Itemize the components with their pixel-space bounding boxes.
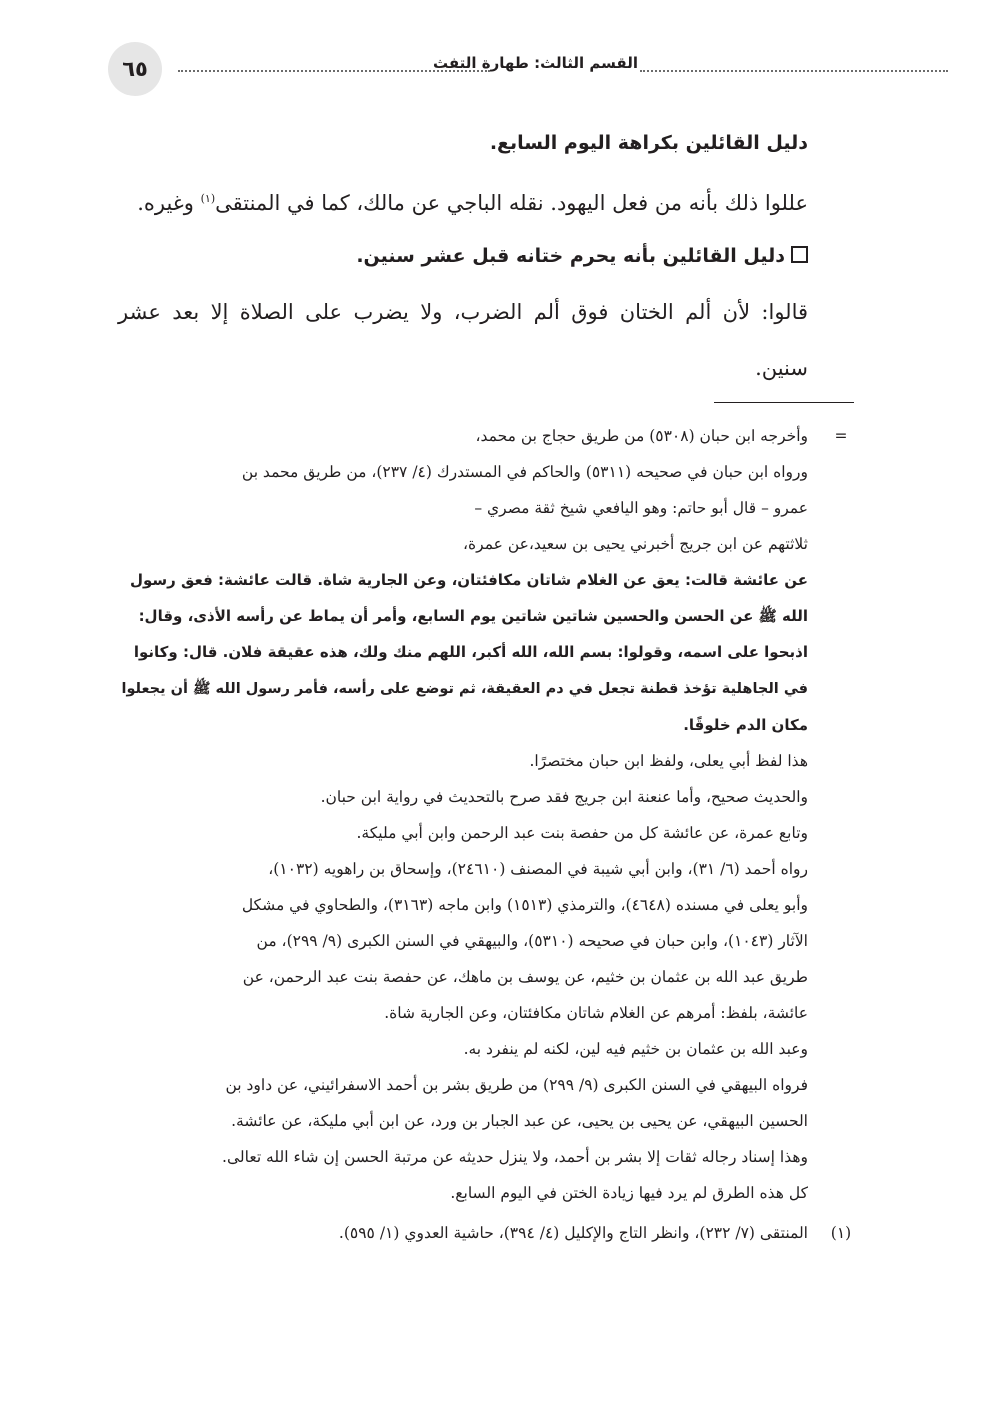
running-title: القسم الثالث: طهارة التفث <box>432 54 638 72</box>
footnote-line: وأبو يعلى في مسنده (٤٦٤٨)، والترمذي (١٥١٣) وابن ماجه (٣١٦٣)، والطحاوي في مشكل <box>241 895 808 914</box>
hadith-line: اذبحوا على اسمه، وقولوا: بسم الله، الله أكبر، اللهم منك ولك، هذه عقيقة فلان. قال: وكانوا <box>133 643 808 662</box>
footnote-1 <box>118 1215 856 1251</box>
checkbox-icon <box>791 246 808 263</box>
footnote-1-text: المنتقى (٧/ ٢٣٢)، وانظر التاج والإكليل (٤/ ٣٩٤)، حاشية العدوي (١/ ٥٩٥). <box>338 1223 808 1242</box>
hadith-line: في الجاهلية تؤخذ قطنة تجعل في دم العقيقة، ثم توضع على رأسه، فأمر رسول الله ﷺ أن يجعلوا <box>121 680 808 697</box>
footnote-separator <box>714 402 854 403</box>
hadith-line: الله ﷺ عن الحسن والحسين شاتين شاتين يوم السابع، وأمر أن يماط عن رأسه الأذى، وقال: <box>138 607 808 626</box>
footnote-line: هذا لفظ أبي يعلى، ولفظ ابن حبان مختصرًا. <box>529 751 808 770</box>
paragraph-argument-line1: قالوا: لأن ألم الختان فوق ألم الضرب، ولا يضرب على الصلاة إلا بعد عشر <box>118 300 808 324</box>
footnote-line: عمرو – قال أبو حاتم: وهو اليافعي شيخ ثقة مصري – <box>474 499 808 517</box>
footnote-line: رواه أحمد (٦/ ٣١)، وابن أبي شيبة في المصنف (٢٤٦١٠)، وإسحاق بن راهويه (١٠٣٢)، <box>268 859 808 878</box>
heading-before-ten-text: دليل القائلين بأنه يحرم ختانه قبل عشر سنين. <box>356 245 785 267</box>
footnote-line: فرواه البيهقي في السنن الكبرى (٩/ ٢٩٩) من طريق بشر بن أحمد الاسفرائيني، عن داود بن <box>225 1075 808 1094</box>
continuation-mark: = <box>834 427 848 445</box>
page-header <box>108 42 848 98</box>
footnote-line: وهذا إسناد رجاله ثقات إلا بشر بن أحمد، ولا ينزل حديثه عن مرتبة الحسن إن شاء الله تعالى. <box>222 1147 808 1166</box>
paragraph-reasoning-tail: وغيره. <box>137 191 201 215</box>
footnote-line: ثلاثتهم عن ابن جريج أخبرني يحيى بن سعيد،عن عمرة، <box>463 535 808 553</box>
footnote-line <box>118 418 856 454</box>
footnote-line: وعبد الله بن عثمان بن خثيم فيه لين، لكنه لم ينفرد به. <box>463 1039 808 1058</box>
footnote-line: ورواه ابن حبان في صحيحه (٥٣١١) والحاكم في المستدرك (٤/ ٢٣٧)، من طريق محمد بن <box>241 463 808 481</box>
paragraph-reasoning <box>118 179 808 237</box>
paragraph-reasoning-text: عللوا ذلك بأنه من فعل اليهود. نقله الباجي عن مالك، كما في المنتقى <box>215 191 808 215</box>
dotted-leader-right <box>640 70 948 72</box>
footnote-line-text: وأخرجه ابن حبان (٥٣٠٨) من طريق حجاج بن محمد، <box>475 427 808 445</box>
footnote-line: وتابع عمرة، عن عائشة كل من حفصة بنت عبد الرحمن وابن أبي مليكة. <box>356 823 808 842</box>
heading-before-ten <box>118 237 808 292</box>
hadith-line: عن عائشة قالت: يعق عن الغلام شاتان مكافئتان، وعن الجارية شاة. قالت عائشة: فعق رسول <box>129 571 808 589</box>
footnote-line: والحديث صحيح، وأما عنعنة ابن جريج فقد صرح بالتحديث في رواية ابن حبان. <box>320 787 808 806</box>
footnote-line: الحسين البيهقي، عن يحيى بن يحيى، عن عبد الجبار بن ورد، عن ابن أبي مليكة، عن عائشة. <box>231 1111 808 1130</box>
footnotes <box>118 418 856 1251</box>
footnote-line: كل هذه الطرق لم يرد فيها زيادة الختن في اليوم السابع. <box>450 1183 808 1202</box>
main-text <box>118 124 808 398</box>
footnote-line: طريق عبد الله بن عثمان بن خثيم، عن يوسف بن ماهك، عن حفصة بنت عبد الرحمن، عن <box>242 967 808 986</box>
heading-seventh-day: دليل القائلين بكراهة اليوم السابع. <box>489 132 808 154</box>
footnote-ref-1[interactable]: (١) <box>200 192 216 205</box>
footnote-line: عائشة، بلفظ: أمرهم عن الغلام شاتان مكافئتان، وعن الجارية شاة. <box>384 1003 808 1022</box>
footnote-1-marker: (١) <box>830 1223 852 1242</box>
footnote-line: الآثار (١٠٤٣)، وابن حبان في صحيحه (٥٣١٠)، والبيهقي في السنن الكبرى (٩/ ٢٩٩)، من <box>256 931 808 950</box>
hadith-line: مكان الدم خلوقًا. <box>683 715 808 734</box>
paragraph-argument-line2: سنين. <box>755 356 808 380</box>
page-number: ٦٥ <box>108 42 162 96</box>
